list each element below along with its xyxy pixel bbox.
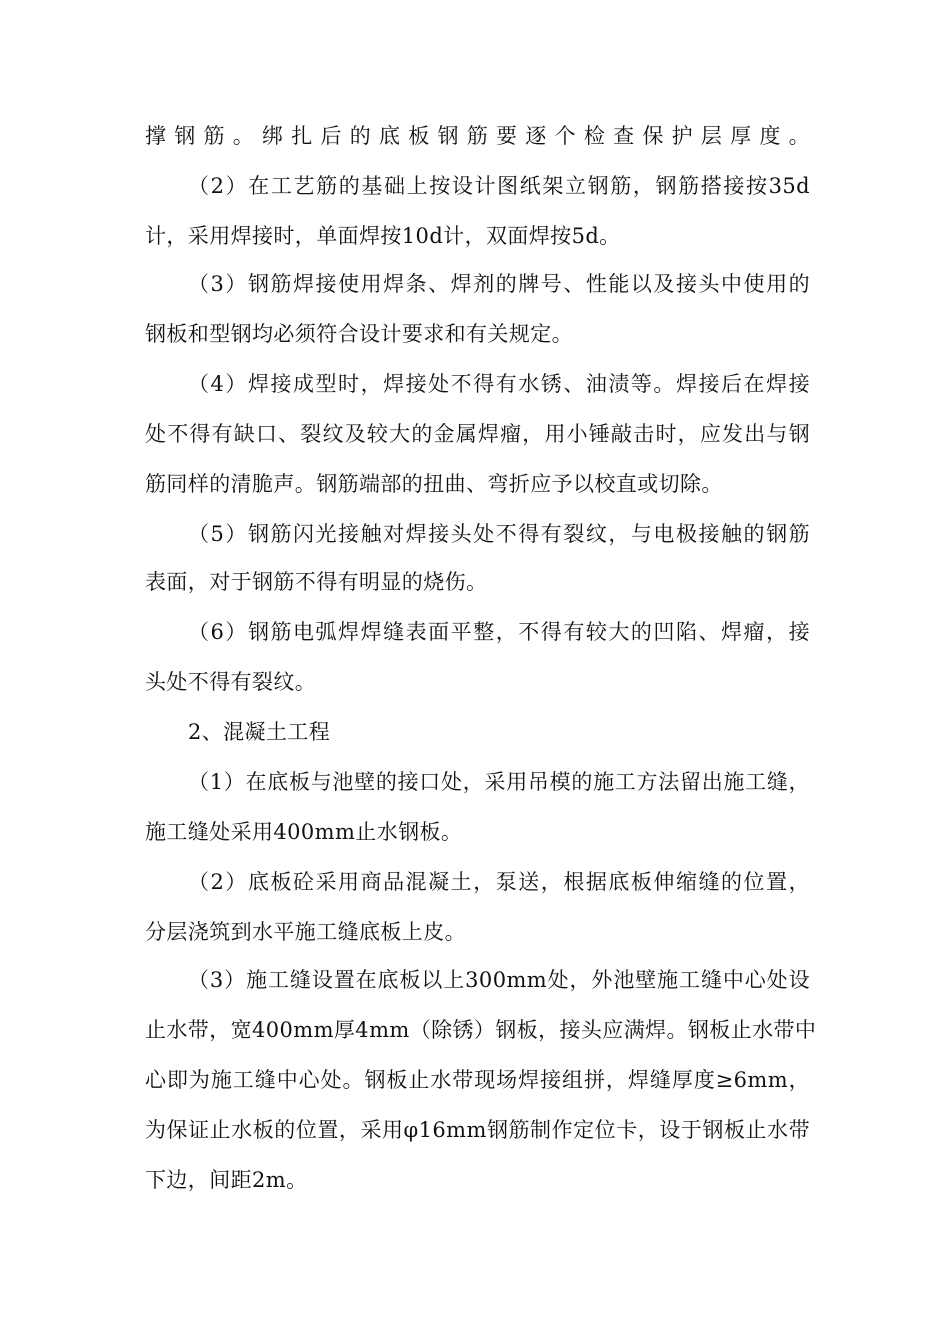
paragraph-line: 处不得有缺口、裂纹及较大的金属焊瘤，用小锤敲击时，应发出与钢	[145, 422, 810, 446]
paragraph-line: 为保证止水板的位置，采用φ16mm钢筋制作定位卡，设于钢板止水带	[145, 1118, 810, 1142]
paragraph-line: 钢板和型钢均必须符合设计要求和有关规定。	[145, 322, 573, 346]
paragraph-line: （4）焊接成型时，焊接处不得有水锈、油渍等。焊接后在焊接	[188, 372, 810, 396]
paragraph-line: 心即为施工缝中心处。钢板止水带现场焊接组拼，焊缝厚度≥6mm，	[145, 1068, 810, 1092]
paragraph-line: （5）钢筋闪光接触对焊接头处不得有裂纹，与电极接触的钢筋	[188, 522, 810, 546]
paragraph-line: 施工缝处采用400mm止水钢板。	[145, 820, 463, 844]
paragraph-line: （2）底板砼采用商品混凝土，泵送，根据底板伸缩缝的位置，	[188, 870, 810, 894]
paragraph-line: 头处不得有裂纹。	[145, 670, 317, 694]
paragraph-line: 下边，间距2m。	[145, 1168, 308, 1192]
section-heading: 2、混凝土工程	[188, 720, 331, 744]
paragraph-line: （1）在底板与池壁的接口处，采用吊模的施工方法留出施工缝，	[188, 770, 810, 794]
paragraph-line: 止水带，宽400mm厚4mm（除锈）钢板，接头应满焊。钢板止水带中	[145, 1018, 817, 1042]
paragraph-line: （2）在工艺筋的基础上按设计图纸架立钢筋，钢筋搭接按35d	[188, 174, 810, 198]
paragraph-line: 筋同样的清脆声。钢筋端部的扭曲、弯折应予以校直或切除。	[145, 472, 723, 496]
paragraph-line: 表面，对于钢筋不得有明显的烧伤。	[145, 570, 488, 594]
paragraph-line: 计，采用焊接时，单面焊按10d计，双面焊按5d。	[145, 224, 621, 248]
paragraph-line: （6）钢筋电弧焊焊缝表面平整，不得有较大的凹陷、焊瘤，接	[188, 620, 810, 644]
paragraph-line: 分层浇筑到水平施工缝底板上皮。	[145, 920, 466, 944]
paragraph-line: 撑钢筋。绑扎后的底板钢筋要逐个检查保护层厚度。	[145, 124, 810, 148]
paragraph-line: （3）钢筋焊接使用焊条、焊剂的牌号、性能以及接头中使用的	[188, 272, 810, 296]
paragraph-line: （3）施工缝设置在底板以上300mm处，外池壁施工缝中心处设	[188, 968, 810, 992]
